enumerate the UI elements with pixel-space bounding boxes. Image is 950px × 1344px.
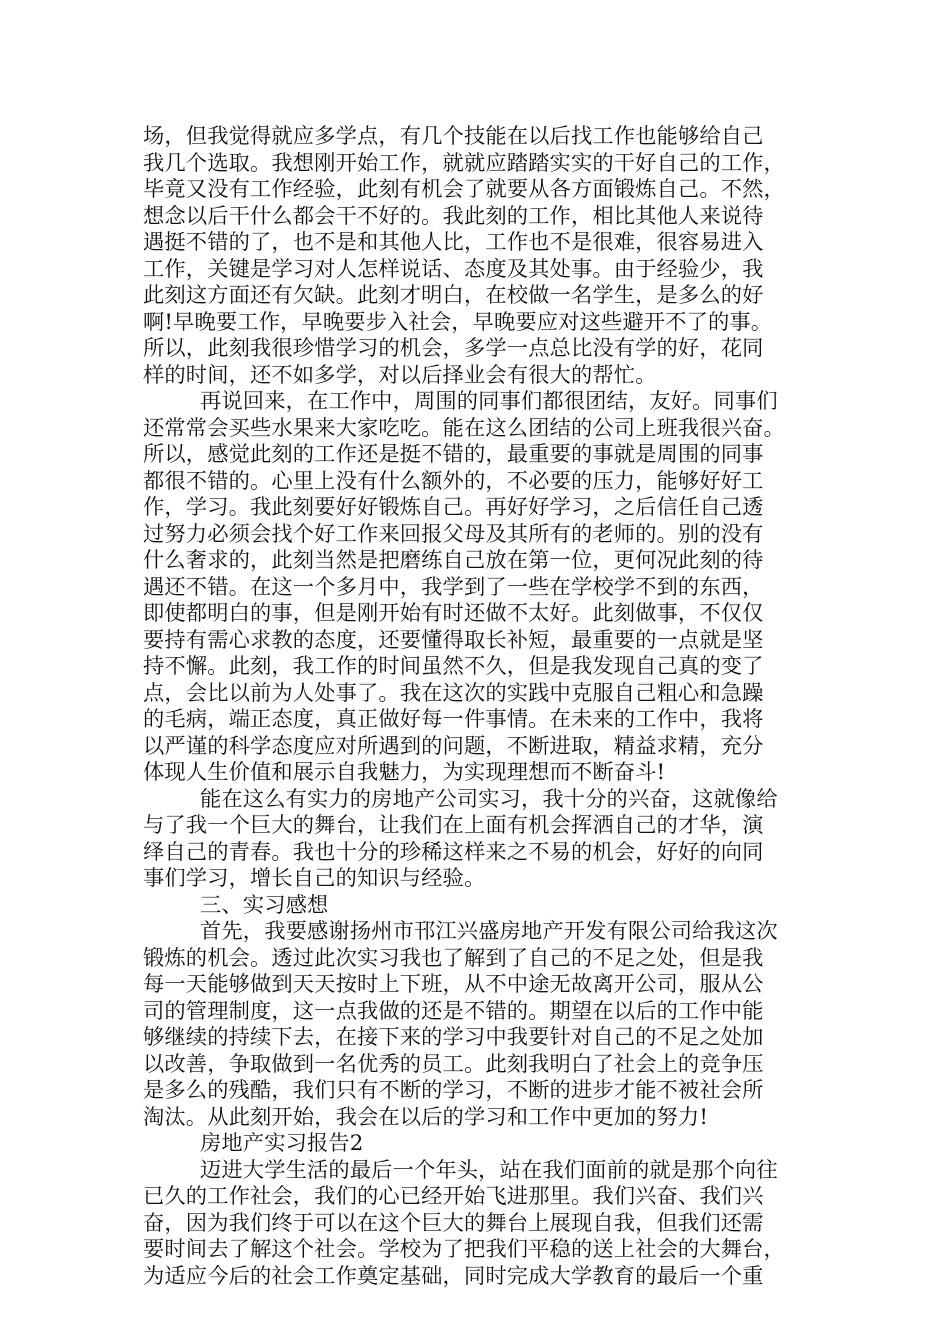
text-line: 的毛病，端正态度，真正做好每一件事情。在未来的工作中，我将: [143, 707, 764, 732]
text-line: 是多么的残酷，我们只有不断的学习，不断的进步才能不被社会所: [143, 1078, 764, 1103]
text-line: 点，会比以前为人处事了。我在这次的实践中克服自己粗心和急躁: [143, 680, 764, 706]
text-line: 即使都明白的事，但是刚开始有时还做不太好。此刻做事，不仅仅: [143, 601, 764, 626]
text-line: 样的时间，还不如多学，对以后择业会有很大的帮忙。: [143, 362, 657, 388]
text-line: 作，学习。我此刻要好好锻炼自己。再好好学习，之后信任自己透: [143, 495, 764, 520]
text-line: 体现人生价值和展示自我魅力，为实现理想而不断奋斗!: [143, 760, 666, 785]
text-line: 所以，感觉此刻的工作还是挺不错的，最重要的事就是周围的同事: [143, 442, 764, 467]
text-line: 要时间去了解这个社会。学校为了把我们平稳的送上社会的大舞台，: [143, 1237, 785, 1262]
text-line: 与了我一个巨大的舞台，让我们在上面有机会挥洒自己的才华，演: [143, 813, 764, 838]
text-line: 首先，我要感谢扬州市邗江兴盛房地产开发有限公司给我这次: [200, 919, 778, 944]
text-line: 工作，关键是学习对人怎样说话、态度及其处事。由于经验少，我: [143, 256, 764, 282]
text-line: 已久的工作社会，我们的心已经开始飞进那里。我们兴奋、我们兴: [143, 1184, 764, 1209]
text-line: 所以，此刻我很珍惜学习的机会，多学一点总比没有学的好，花同: [143, 336, 764, 361]
text-line: 要持有需心求教的态度，还要懂得取长补短，最重要的一点就是坚: [143, 627, 764, 653]
text-line: 啊!早晚要工作，早晚要步入社会，早晚要应对这些避开不了的事。: [143, 309, 773, 335]
text-line: 想念以后干什么都会干不好的。我此刻的工作，相比其他人来说待: [143, 203, 764, 229]
text-line: 每一天能够做到天天按时上下班，从不中途无故离开公司，服从公: [143, 972, 764, 997]
text-line: 遇挺不错的了，也不是和其他人比，工作也不是很难，很容易进入: [143, 230, 764, 255]
text-line: 为适应今后的社会工作奠定基础，同时完成大学教育的最后一个重: [143, 1263, 764, 1289]
text-line: 再说回来，在工作中，周围的同事们都很团结，友好。同事们: [200, 389, 778, 414]
text-line: 以严谨的科学态度应对所遇到的问题，不断进取，精益求精，充分: [143, 733, 764, 759]
text-line: 遇还不错。在这一个多月中，我学到了一些在学校学不到的东西，: [143, 574, 764, 600]
text-line: 够继续的持续下去，在接下来的学习中我要针对自己的不足之处加: [143, 1025, 764, 1050]
text-line: 毕竟又没有工作经验，此刻有机会了就要从各方面锻炼自己。不然，: [143, 177, 785, 202]
text-line: 奋，因为我们终于可以在这个巨大的舞台上展现自我，但我们还需: [143, 1210, 764, 1236]
text-line: 场，但我觉得就应多学点，有几个技能在以后找工作也能够给自己: [143, 124, 764, 149]
text-line: 此刻这方面还有欠缺。此刻才明白，在校做一名学生，是多么的好: [143, 283, 764, 308]
text-line: 什么奢求的，此刻当然是把磨练自己放在第一位，更何况此刻的待: [143, 548, 764, 573]
text-line: 三、实习感想: [200, 892, 329, 918]
text-line: 我几个选取。我想刚开始工作，就就应踏踏实实的干好自己的工作，: [143, 150, 785, 176]
text-line: 都很不错的。心里上没有什么额外的，不必要的压力，能够好好工: [143, 468, 764, 494]
text-line: 司的管理制度，这一点我做的还是不错的。期望在以后的工作中能: [143, 998, 764, 1024]
text-line: 绎自己的青春。我也十分的珍稀这样来之不易的机会，好好的向同: [143, 839, 764, 865]
text-line: 迈进大学生活的最后一个年头，站在我们面前的就是那个向往: [200, 1157, 778, 1183]
text-line: 锻炼的机会。透过此次实习我也了解到了自己的不足之处，但是我: [143, 945, 764, 971]
text-line: 持不懈。此刻，我工作的时间虽然不久，但是我发现自己真的变了: [143, 654, 764, 679]
text-line: 淘汰。从此刻开始，我会在以后的学习和工作中更加的努力!: [143, 1104, 708, 1130]
text-line: 事们学习，增长自己的知识与经验。: [143, 866, 486, 891]
document-body: [143, 124, 833, 1290]
text-line: 以改善，争取做到一名优秀的员工。此刻我明白了社会上的竞争压: [143, 1051, 764, 1077]
text-line: 还常常会买些水果来大家吃吃。能在这么团结的公司上班我很兴奋。: [143, 415, 785, 441]
text-line: 能在这么有实力的房地产公司实习，我十分的兴奋，这就像给: [200, 786, 778, 812]
text-line: 过努力必须会找个好工作来回报父母及其所有的老师的。别的没有: [143, 521, 764, 547]
text-line: 房地产实习报告2: [200, 1131, 364, 1156]
